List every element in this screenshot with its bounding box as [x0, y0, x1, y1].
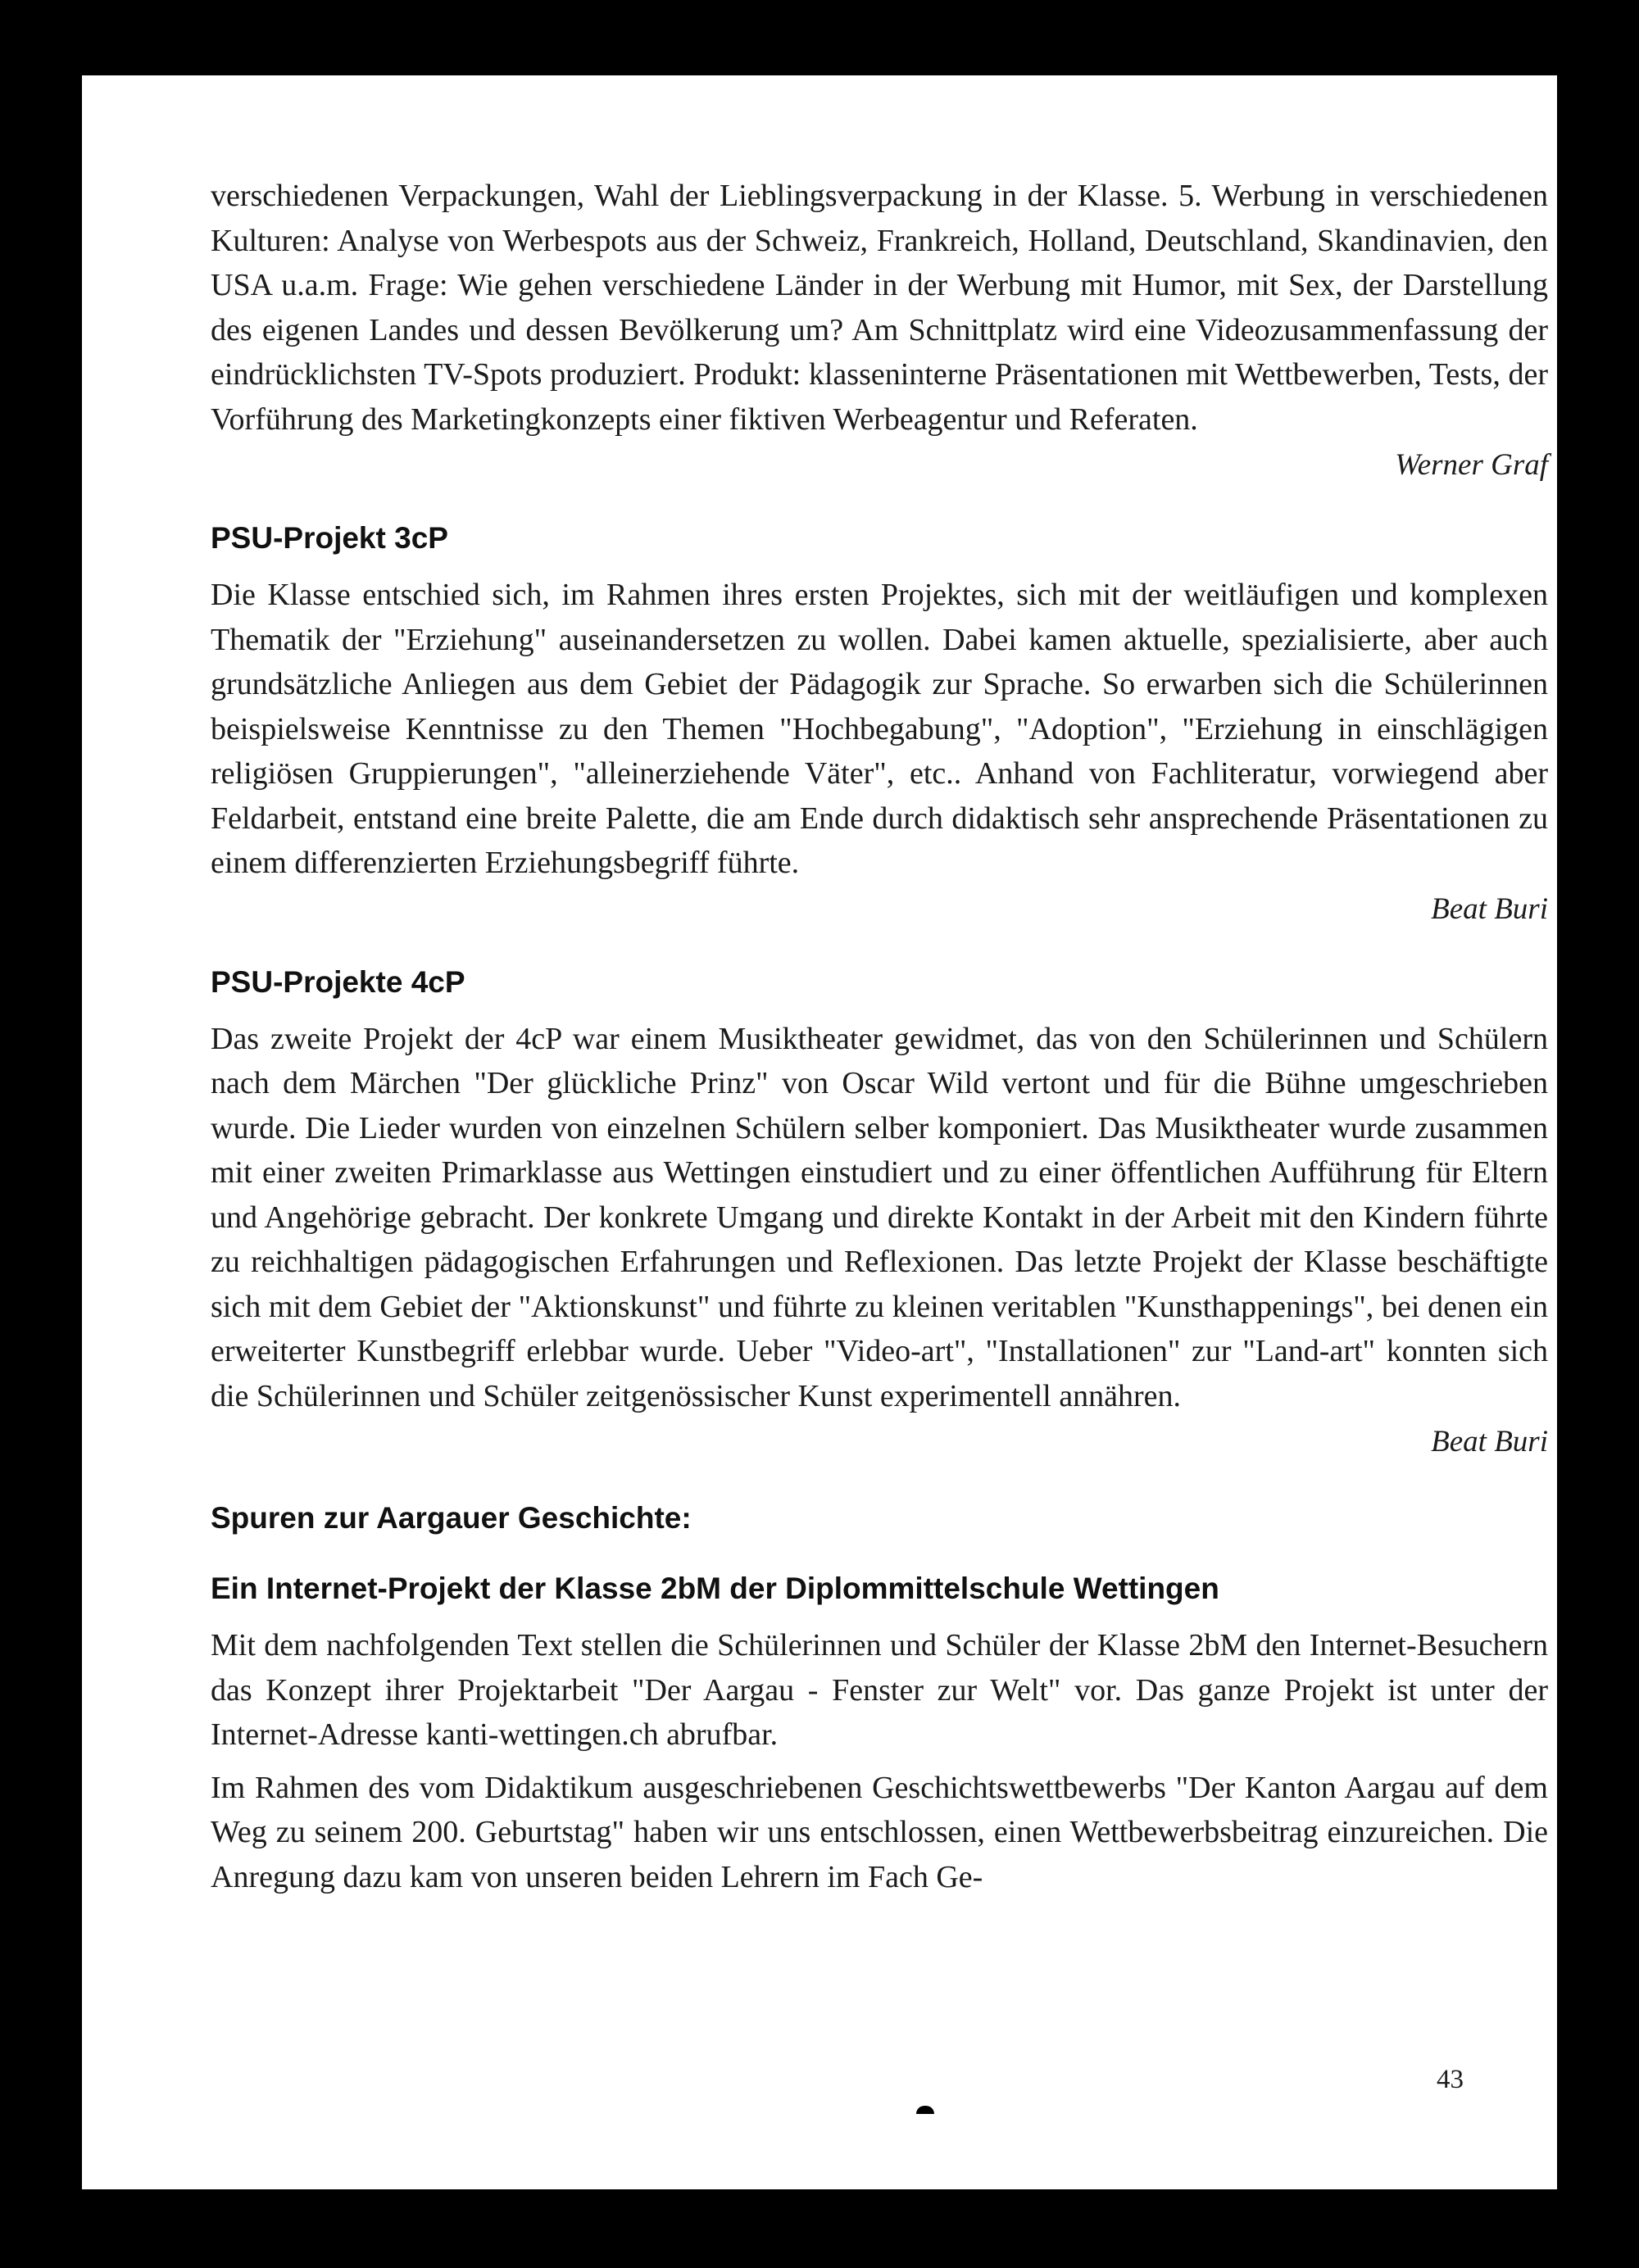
section-heading: PSU-Projekte 4cP — [211, 964, 465, 999]
page-number: 43 — [1437, 2065, 1464, 2094]
body-paragraph: Das zweite Projekt der 4cP war einem Musiktheater gewidmet, das von den Schülerinnen und Schülern nach dem Märchen "Der glückliche Prinz" von Oscar Wild vertont und für die Bühne umgeschrieben wurde. Die Lieder wurden von einzelnen Schülern selber komponiert. Das Musiktheater wurde zusammen mit einer zweiten Primarklasse aus Wettingen einstudiert und zu einer öffentlichen Aufführung für Eltern und Angehörige gebracht. Der konkrete Umgang und direkte Kontakt in der Arbeit mit den Kindern führte zu reichhaltigen pädagogischen Erfahrungen und Reflexionen. Das letzte Projekt der Klasse beschäftigte sich mit dem Gebiet der "Aktionskunst" und führte zu kleinen veritablen "Kunsthappenings", bei denen ein erweiterter Kunstbegriff erlebbar wurde. Ueber "Video-art", "Installationen" zur "Land-art" konnten sich die Schülerinnen und Schüler zeitgenössischer Kunst experimentell annähren. — [211, 1021, 1548, 1413]
page-content — [211, 174, 1548, 1899]
section-heading: PSU-Projekt 3cP — [211, 521, 448, 555]
section-heading: Spuren zur Aargauer Geschichte: — [211, 1501, 692, 1535]
author-signature: Werner Graf — [1395, 448, 1548, 482]
author-signature: Beat Buri — [1431, 1425, 1548, 1458]
body-paragraph: verschiedenen Verpackungen, Wahl der Lieblingsverpackung in der Klasse. 5. Werbung in verschiedenen Kulturen: Analyse von Werbespots aus der Schweiz, Frankreich, Holland, Deutschland, Skandinavien, den USA u.a.m. Frage: Wie gehen verschiedene Länder in der Werbung mit Humor, mit Sex, der Darstellung des eigenen Landes und dessen Bevölkerung um? Am Schnittplatz wird eine Videozusammenfassung der eindrücklichsten TV-Spots produziert. Produkt: klasseninterne Präsentationen mit Wettbewerben, Tests, der Vorführung des Marketingkonzepts einer fiktiven Werbeagentur und Referaten. — [211, 179, 1548, 437]
body-paragraph: Mit dem nachfolgenden Text stellen die Schülerinnen und Schüler der Klasse 2bM den Internet-Besuchern das Konzept ihrer Projektarbeit "Der Aargau - Fenster zur Welt" vor. Das ganze Projekt ist unter der Internet-Adresse kanti-wettingen.ch abrufbar. — [211, 1628, 1548, 1752]
section-subheading: Ein Internet-Projekt der Klasse 2bM der Diplommittelschule Wettingen — [211, 1572, 1219, 1605]
body-paragraph: Die Klasse entschied sich, im Rahmen ihres ersten Projektes, sich mit der weitläufigen und komplexen Thematik der "Erziehung" auseinandersetzen zu wollen. Dabei kamen aktuelle, spezialisierte, aber auch grundsätzliche Anliegen aus dem Gebiet der Pädagogik zur Sprache. So erwarben sich die Schülerinnen beispielsweise Kenntnisse zu den Themen "Hochbegabung", "Adoption", "Erziehung in einschlägigen religiösen Gruppierungen", "alleinerziehende Väter", etc.. Anhand von Fachliteratur, vorwiegend aber Feldarbeit, entstand eine breite Palette, die am Ende durch didaktisch sehr ansprechende Präsentationen zu einem differenzierten Erziehungsbegriff führte. — [211, 578, 1548, 880]
author-signature: Beat Buri — [1431, 891, 1548, 926]
document-page — [82, 75, 1557, 2189]
body-paragraph: Im Rahmen des vom Didaktikum ausgeschriebenen Geschichtswettbewerbs "Der Kanton Aargau auf dem Weg zu seinem 200. Geburtstag" haben wir uns entschlossen, einen Wettbewerbsbeitrag einzureichen. Die Anregung dazu kam von unseren beiden Lehrern im Fach Ge- — [211, 1770, 1548, 1894]
